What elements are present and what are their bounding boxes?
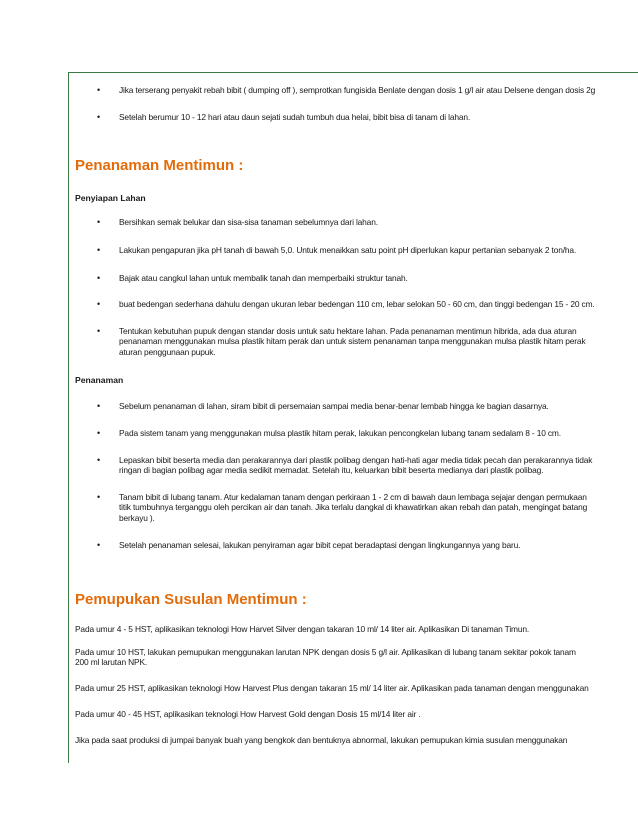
list-item-text: Lakukan pengapuran jika pH tanah di bawah 5,0. Untuk menaikkan satu point pH diperlukan kapur pertanian sebanyak 2 ton/ha. — [119, 245, 577, 255]
list-item-text: Lepaskan bibit beserta media dan perakarannya dari plastik polibag dengan hati-hati agar media tidak pecah dan perakarannya tidak ringan di bagian polibag agar media sedikit memadat. Setelah itu, keluarkan bibit beserta medianya dari plastik polibag. — [119, 455, 593, 476]
section-heading-pemupukan: Pemupukan Susulan Mentimun : — [75, 591, 307, 608]
section-heading-penanaman: Penanaman Mentimun : — [75, 157, 244, 174]
bullet-icon: • — [97, 540, 101, 550]
bullet-icon: • — [97, 112, 101, 122]
paragraph: Pada umur 25 HST, aplikasikan teknologi How Harvest Plus dengan takaran 15 ml/ 14 liter air. Aplikasikan pada tanaman dengan menggunakan — [75, 683, 589, 693]
bullet-icon: • — [97, 245, 101, 255]
list-item-text: Bersihkan semak belukar dan sisa-sisa tanaman sebelumnya dari lahan. — [119, 217, 378, 227]
bullet-icon: • — [97, 299, 101, 309]
list-item-text: Bajak atau cangkul lahan untuk membalik tanah dan memperbaiki struktur tanah. — [119, 273, 408, 283]
list-item-text: Tentukan kebutuhan pupuk dengan standar dosis untuk satu hektare lahan. Pada penanaman mentimun hibrida, ada dua aturan penanaman menggunakan mulsa plastik hitam perak dan untuk sistem penanaman tanpa menggunakan mulsa plastik hitam perak aturan penggunaan pupuk. — [119, 326, 586, 357]
list-item-text: buat bedengan sederhana dahulu dengan ukuran lebar bedengan 110 cm, lebar selokan 50 - 60 cm, dan tinggi bedengan 15 - 20 cm. — [119, 299, 595, 309]
paragraph: Pada umur 10 HST, lakukan pemupukan menggunakan larutan NPK dengan dosis 5 g/l air. Aplikasikan di lubang tanam sekitar pokok tanam 200 ml larutan NPK. — [75, 647, 576, 668]
paragraph: Pada umur 4 - 5 HST, aplikasikan teknologi How Harvet Silver dengan takaran 10 ml/ 14 liter air. Aplikasikan Di tanaman Timun. — [75, 624, 530, 634]
list-item-text: Sebelum penanaman di lahan, siram bibit di persemaian sampai media benar-benar lembab hingga ke bagian dasarnya. — [119, 401, 549, 411]
bullet-icon: • — [97, 85, 101, 95]
bullet-icon: • — [97, 492, 101, 502]
list-item-text: Jika terserang penyakit rebah bibit ( dumping off ), semprotkan fungisida Benlate dengan dosis 1 g/l air atau Delsene dengan dosis 2g — [119, 85, 596, 95]
bullet-icon: • — [97, 217, 101, 227]
document-frame — [68, 72, 638, 763]
bullet-icon: • — [97, 455, 101, 465]
paragraph: Jika pada saat produksi di jumpai banyak buah yang bengkok dan bentuknya abnormal, lakukan pemupukan kimia susulan menggunakan — [75, 735, 568, 745]
bullet-icon: • — [97, 273, 101, 283]
paragraph: Pada umur 40 - 45 HST, aplikasikan teknologi How Harvest Gold dengan Dosis 15 ml/14 liter air . — [75, 709, 421, 719]
list-item-text: Setelah penanaman selesai, lakukan penyiraman agar bibit cepat beradaptasi dengan lingkungannya yang baru. — [119, 540, 521, 550]
list-item-text: Pada sistem tanam yang menggunakan mulsa plastik hitam perak, lakukan pencongkelan lubang tanam sedalam 8 - 10 cm. — [119, 428, 561, 438]
bullet-icon: • — [97, 326, 101, 336]
list-item-text: Setelah berumur 10 - 12 hari atau daun sejati sudah tumbuh dua helai, bibit bisa di tanam di lahan. — [119, 112, 471, 122]
subheading-penyiapan-lahan: Penyiapan Lahan — [75, 193, 146, 203]
subheading-penanaman: Penanaman — [75, 375, 124, 385]
bullet-icon: • — [97, 428, 101, 438]
bullet-icon: • — [97, 401, 101, 411]
list-item-text: Tanam bibit di lubang tanam. Atur kedalaman tanam dengan perkiraan 1 - 2 cm di bawah daun lembaga sejajar dengan permukaan titik tumbuhnya terganggu oleh percikan air dan tanah. Jika terlalu dangkal di khawatirkan akan rebah dan patah, mengingat batang berkayu ). — [119, 492, 588, 523]
